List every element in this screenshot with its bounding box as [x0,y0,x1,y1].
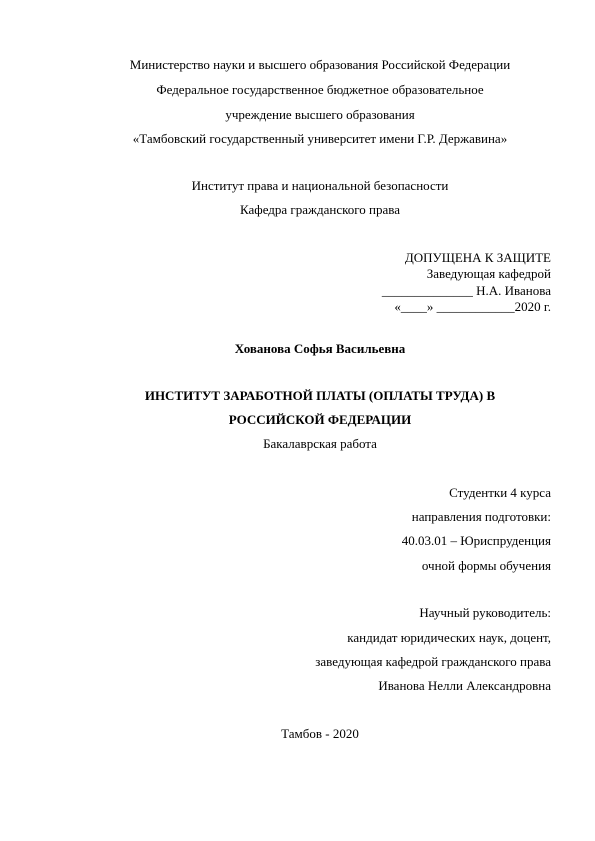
university-name: «Тамбовский государственный университет имени Г.Р. Державина» [132,131,508,146]
approval-status: ДОПУЩЕНА К ЗАЩИТЕ [404,250,551,265]
approval-date-line: «____» ____________2020 г. [394,299,551,314]
approval-signature-line: ______________ Н.А. Иванова [381,283,551,298]
chair-name: Кафедра гражданского права [240,202,400,217]
institution-type-line-2: учреждение высшего образования [225,107,415,122]
direction-code: 40.03.01 – Юриспруденция [401,533,551,548]
thesis-title-line-2: РОССИЙСКОЙ ФЕДЕРАЦИИ [228,412,412,427]
supervisor-position: заведующая кафедрой гражданского права [315,654,551,669]
study-form: очной формы обучения [421,558,551,573]
institute-name: Институт права и национальной безопасности [191,178,449,193]
work-type: Бакалаврская работа [263,436,377,451]
supervisor-name: Иванова Нелли Александровна [378,678,551,693]
ministry-name: Министерство науки и высшего образования Российской Федерации [129,57,511,72]
thesis-title-line-1: ИНСТИТУТ ЗАРАБОТНОЙ ПЛАТЫ (ОПЛАТЫ ТРУДА) В [144,388,496,403]
direction-label: направления подготовки: [411,509,551,524]
institution-type-line-1: Федеральное государственное бюджетное образовательное [156,82,484,97]
city-year: Тамбов - 2020 [281,726,359,741]
supervisor-label: Научный руководитель: [419,605,551,620]
author-name: Хованова Софья Васильевна [234,341,406,356]
student-course: Студентки 4 курса [449,485,551,500]
approval-role: Заведующая кафедрой [426,266,551,281]
supervisor-degree: кандидат юридических наук, доцент, [347,630,551,645]
